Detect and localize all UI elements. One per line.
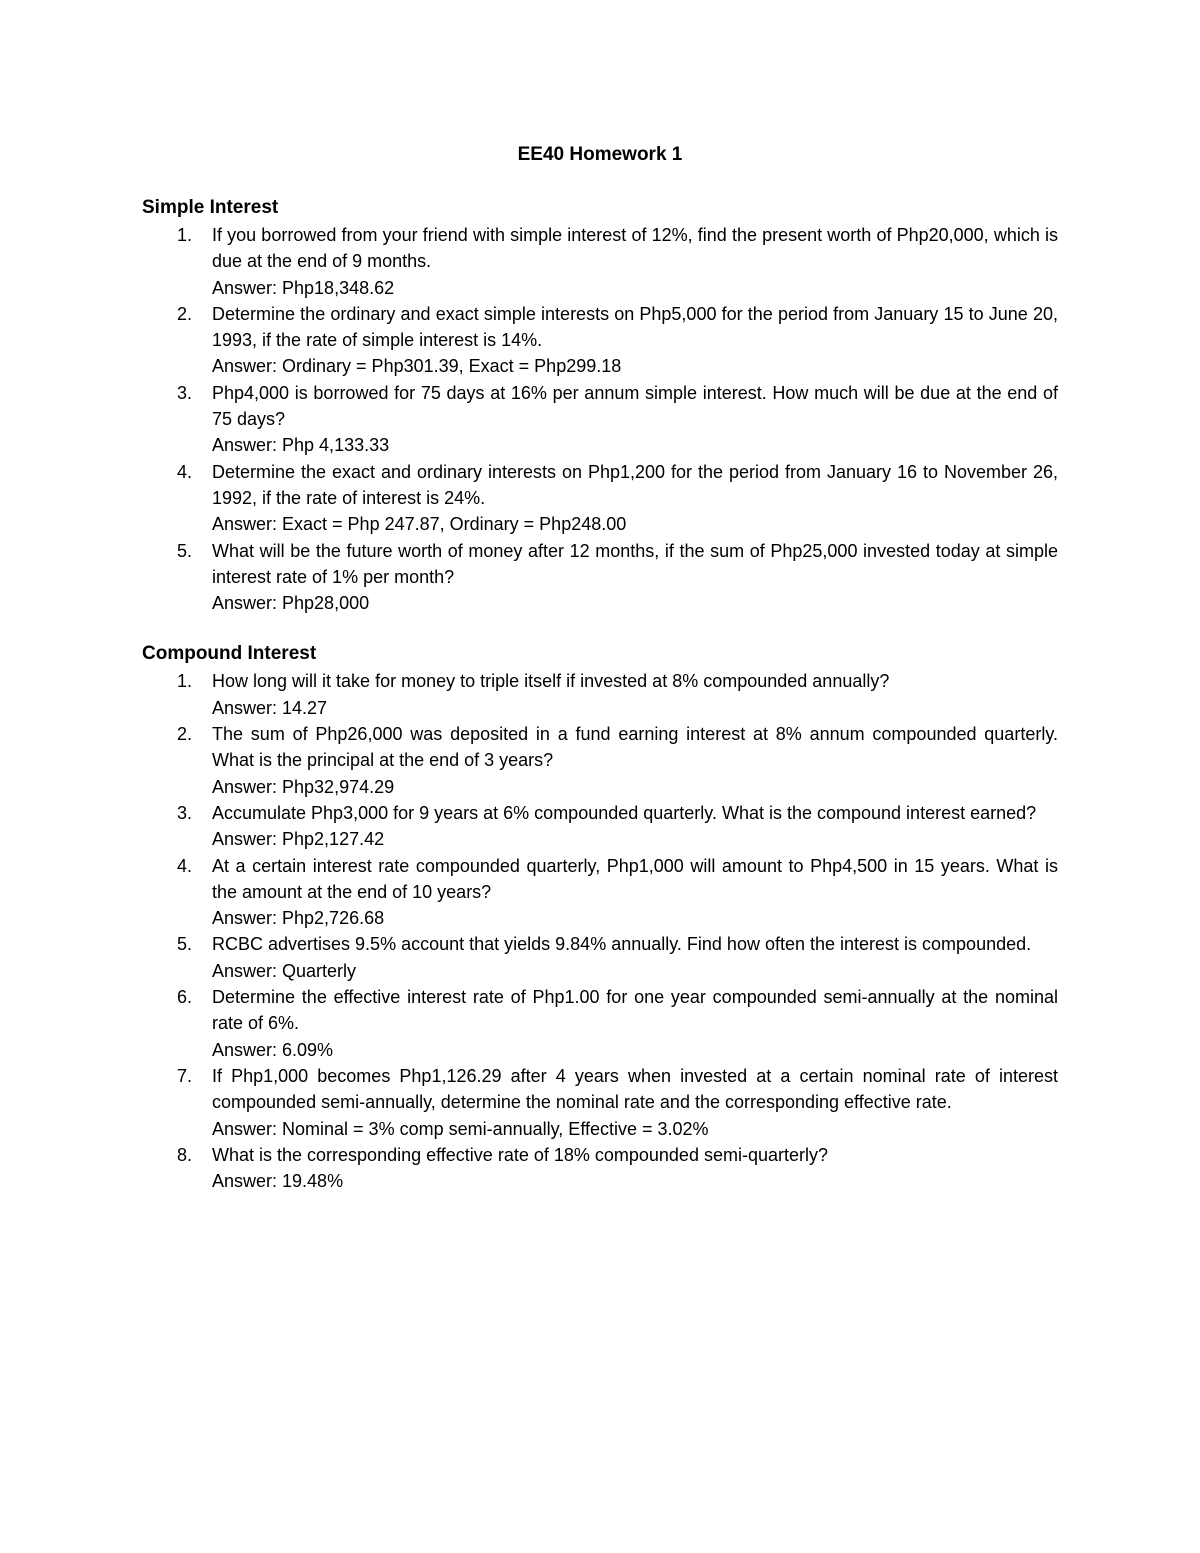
problem-question: Determine the exact and ordinary interests on Php1,200 for the period from January 16 to November 26, 1992, if the rate of interest is 24%. — [212, 461, 1058, 508]
problem-question: The sum of Php26,000 was deposited in a fund earning interest at 8% annum compounded quarterly. What is the principal at the end of 3 years? — [212, 724, 1058, 771]
problem-number: 3. — [177, 382, 193, 403]
problem-list — [142, 222, 1058, 616]
problem-question: Determine the ordinary and exact simple interests on Php5,000 for the period from January 15 to June 20, 1993, if the rate of simple interest is 14%. — [212, 303, 1058, 351]
problem-number: 5. — [177, 540, 193, 561]
problem-answer: Answer: Php2,127.42 — [212, 829, 385, 850]
problem-answer: Answer: Ordinary = Php301.39, Exact = Php299.18 — [212, 356, 622, 377]
problem-answer: Answer: Php32,974.29 — [212, 776, 395, 797]
problem-item — [142, 459, 1058, 538]
problem-item — [142, 380, 1058, 459]
section-compound-interest — [142, 640, 1058, 1194]
problem-answer: Answer: Php28,000 — [212, 593, 370, 614]
problem-item — [142, 222, 1058, 301]
homework-page — [142, 140, 1058, 1194]
problem-question: If Php1,000 becomes Php1,126.29 after 4 years when invested at a certain nominal rate of interest compounded semi-annually, determine the nominal rate and the corresponding effective rate. — [212, 1065, 1058, 1113]
problem-question: What is the corresponding effective rate of 18% compounded semi-quarterly? — [212, 1144, 828, 1165]
problem-number: 7. — [177, 1065, 193, 1086]
problem-item — [142, 984, 1058, 1063]
problem-number: 8. — [177, 1144, 193, 1165]
problem-number: 1. — [177, 671, 193, 692]
problem-answer: Answer: Php 4,133.33 — [212, 435, 390, 456]
problem-question: Determine the effective interest rate of Php1.00 for one year compounded semi-annually at the nominal rate of 6%. — [212, 987, 1058, 1034]
section-heading: Compound Interest — [142, 643, 317, 665]
problem-number: 2. — [177, 724, 193, 745]
problem-number: 2. — [177, 303, 193, 324]
problem-answer: Answer: 14.27 — [212, 697, 328, 718]
problem-item — [142, 800, 1058, 853]
problem-list — [142, 668, 1058, 1194]
problem-item — [142, 1142, 1058, 1195]
problem-number: 3. — [177, 802, 193, 823]
section-heading: Simple Interest — [142, 197, 279, 218]
problem-question: How long will it take for money to triple itself if invested at 8% compounded annually? — [212, 671, 890, 692]
section-simple-interest — [142, 194, 1058, 616]
problem-number: 4. — [177, 461, 193, 482]
problem-answer: Answer: Quarterly — [212, 960, 357, 981]
problem-number: 5. — [177, 934, 193, 955]
problem-answer: Answer: Exact = Php 247.87, Ordinary = Php248.00 — [212, 514, 627, 535]
problem-question: If you borrowed from your friend with simple interest of 12%, find the present worth of Php20,000, which is due at the end of 9 months. — [212, 225, 1058, 272]
problem-answer: Answer: Php18,348.62 — [212, 277, 395, 298]
problem-item — [142, 1063, 1058, 1142]
problem-question: RCBC advertises 9.5% account that yields 9.84% annually. Find how often the interest is compounded. — [212, 934, 1032, 955]
problem-item — [142, 538, 1058, 617]
problem-number: 1. — [177, 225, 193, 245]
problem-question: What will be the future worth of money after 12 months, if the sum of Php25,000 invested today at simple interest rate of 1% per month? — [212, 540, 1058, 587]
problem-number: 4. — [177, 855, 193, 876]
problem-answer: Answer: 19.48% — [212, 1171, 344, 1192]
problem-answer: Answer: Php2,726.68 — [212, 908, 385, 929]
problem-question: Php4,000 is borrowed for 75 days at 16% per annum simple interest. How much will be due at the end of 75 days? — [212, 382, 1058, 430]
document-title: EE40 Homework 1 — [517, 144, 683, 165]
problem-item — [142, 721, 1058, 800]
problem-answer: Answer: Nominal = 3% comp semi-annually, Effective = 3.02% — [212, 1118, 709, 1139]
problem-item — [142, 301, 1058, 380]
problem-item — [142, 853, 1058, 932]
problem-item — [142, 668, 1058, 721]
problem-question: At a certain interest rate compounded quarterly, Php1,000 will amount to Php4,500 in 15 years. What is the amount at the end of 10 years? — [212, 855, 1058, 902]
problem-answer: Answer: 6.09% — [212, 1039, 334, 1060]
problem-item — [142, 931, 1058, 984]
problem-question: Accumulate Php3,000 for 9 years at 6% compounded quarterly. What is the compound interest earned? — [212, 802, 1037, 823]
problem-number: 6. — [177, 987, 193, 1008]
